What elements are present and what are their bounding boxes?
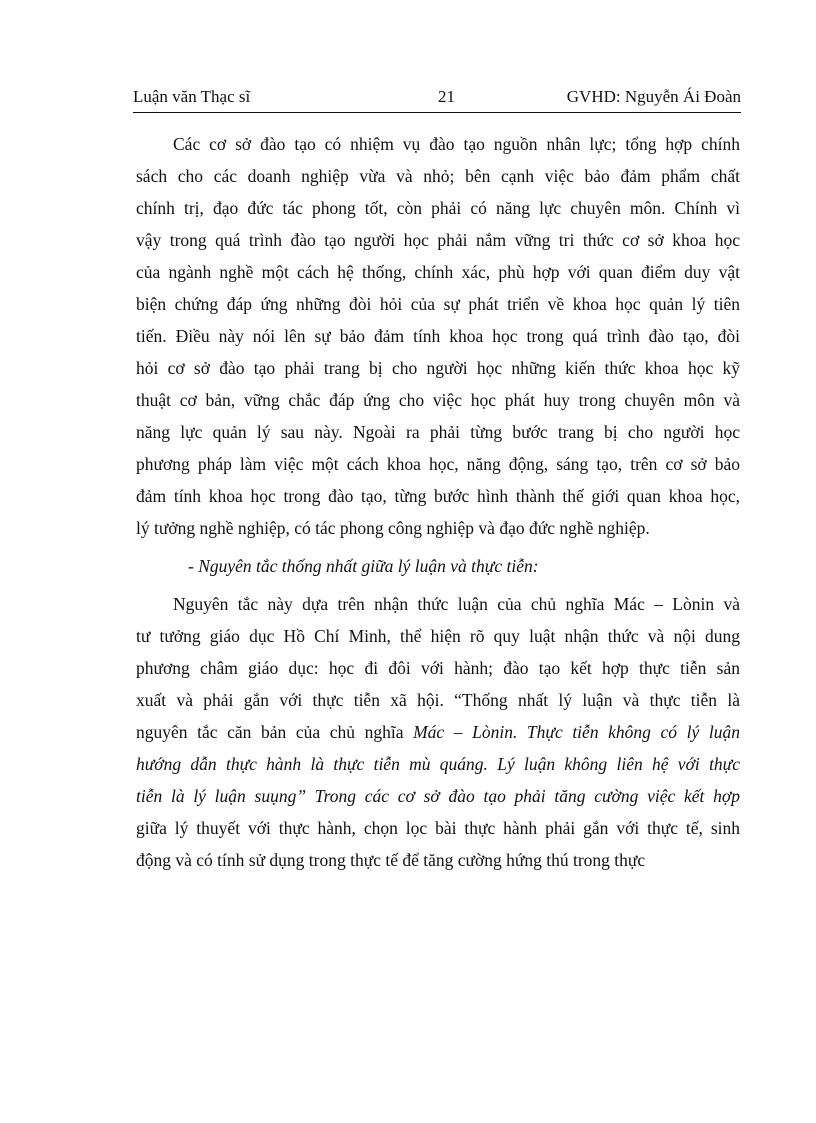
quote-line-italic: hướng dẫn thực hành là thực tiễn mù quáng. Lý luận không liên hệ với thực <box>136 754 740 774</box>
text-line: của ngành nghề một cách hệ thống, chính xác, phù hợp với quan điểm duy vật <box>136 262 740 282</box>
text-run: nguyên tắc căn bản của chủ nghĩa <box>136 722 414 742</box>
section-subheading: - Nguyên tắc thống nhất giữa lý luận và thực tiễn: <box>188 556 539 576</box>
paragraph-theory-practice <box>136 588 740 876</box>
text-line: giữa lý thuyết với thực hành, chọn lọc bài thực hành phải gắn với thực tế, sinh <box>136 818 740 838</box>
body-text <box>136 128 740 876</box>
header-thesis-title: Luận văn Thạc sĩ <box>133 87 251 106</box>
text-line: năng lực quản lý sau này. Ngoài ra phải từng bước trang bị cho người học <box>136 422 740 442</box>
text-line: biện chứng đáp ứng những đòi hỏi của sự phát triển về khoa học quản lý tiên <box>136 294 740 314</box>
quote-italic-run: Mác – Lònin. Thực tiễn không có lý luận <box>413 722 740 742</box>
text-line: phương pháp làm việc một cách khoa học, năng động, sáng tạo, trên cơ sở bảo <box>136 454 740 474</box>
header-advisor: GVHD: Nguyễn Ái Đoàn <box>566 87 741 106</box>
text-line: tư tưởng giáo dục Hồ Chí Minh, thể hiện rõ quy luật nhận thức và nội dung <box>136 626 740 646</box>
text-line: lý tưởng nghề nghiệp, có tác phong công nghiệp và đạo đức nghề nghiệp. <box>136 518 650 538</box>
text-line: động và có tính sử dụng trong thực tế để tăng cường hứng thú trong thực <box>136 850 646 870</box>
text-line: đảm tính khoa học trong đào tạo, từng bước hình thành thế giới quan khoa học, <box>136 486 740 506</box>
page-header <box>133 86 741 112</box>
text-line: Nguyên tắc này dựa trên nhận thức luận của chủ nghĩa Mác – Lònin và <box>173 594 740 614</box>
text-line: thuật cơ bản, vững chắc đáp ứng cho việc học phát huy trong chuyên môn và <box>136 390 740 410</box>
text-line <box>136 716 740 748</box>
text-line: sách cho các doanh nghiệp vừa và nhỏ; bên cạnh việc bảo đảm phẩm chất <box>136 166 740 186</box>
text-line: phương châm giáo dục: học đi đôi với hành; đào tạo kết hợp thực tiễn sản <box>136 658 740 678</box>
text-line: tiến. Điều này nói lên sự bảo đảm tính khoa học trong quá trình đào tạo, đòi <box>136 326 740 346</box>
page-number: 21 <box>438 87 455 106</box>
text-line: chính trị, đạo đức tác phong tốt, còn phải có năng lực chuyên môn. Chính vì <box>136 198 740 218</box>
text-line: xuất và phải gắn với thực tiễn xã hội. “Thống nhất lý luận và thực tiễn là <box>136 690 740 710</box>
text-line: Các cơ sở đào tạo có nhiệm vụ đào tạo nguồn nhân lực; tổng hợp chính <box>173 134 740 154</box>
text-line: hỏi cơ sở đào tạo phải trang bị cho người học những kiến thức khoa học kỹ <box>136 358 740 378</box>
paragraph-principle-science <box>136 128 740 544</box>
quote-line-italic: tiễn là lý luận suụng” Trong các cơ sở đào tạo phải tăng cường việc kết hợp <box>136 786 740 806</box>
text-line: vậy trong quá trình đào tạo người học phải nắm vững tri thức cơ sở khoa học <box>136 230 740 250</box>
header-rule <box>133 112 741 113</box>
